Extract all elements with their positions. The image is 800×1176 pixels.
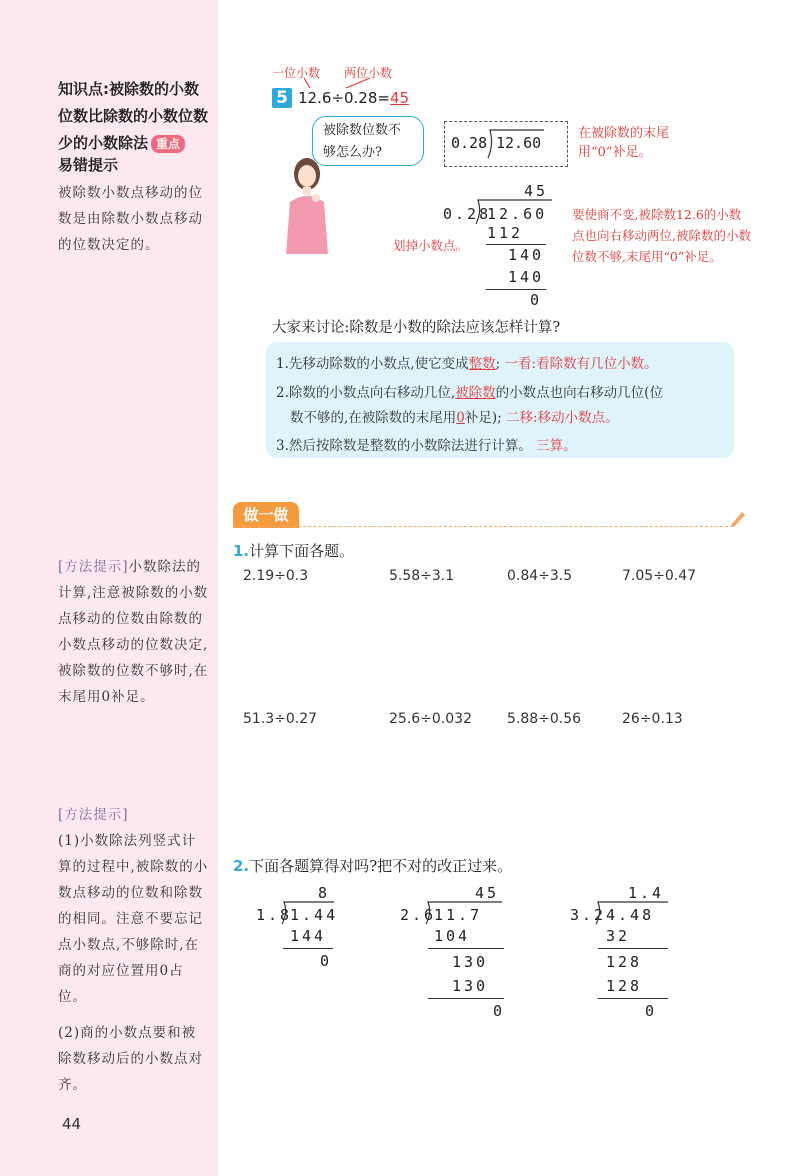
example-number-badge: 5 <box>272 88 292 108</box>
q2c-line-1 <box>598 948 668 949</box>
method-tag-1: [方法提示] <box>58 559 129 575</box>
q2b-row-4: 0 <box>493 1002 506 1020</box>
example-row-4: 0 <box>530 291 543 309</box>
q2b-quotient: 45 <box>475 884 500 902</box>
method-tag-2: [方法提示] <box>58 807 129 823</box>
q2c-quotient: 1.4 <box>628 884 665 902</box>
step-3: 3.然后按除数是整数的小数除法进行计算。 三算。 <box>276 438 577 454</box>
discussion-title: 大家来讨论:除数是小数的除法应该怎样计算? <box>272 320 561 336</box>
q2b-row-1: 104 <box>434 927 471 945</box>
q2a-row-1: 144 <box>290 927 327 945</box>
q2c-divisor: 3.2 <box>570 906 607 924</box>
step-1-note: 一看:看除数有几位小数。 <box>504 356 658 372</box>
practice-divider <box>233 526 733 527</box>
error-tip-title: 易错提示 <box>58 156 119 174</box>
example-row-3: 140 <box>508 268 545 286</box>
q2c-row-3: 128 <box>606 977 643 995</box>
q2b-divisor: 2.6 <box>400 906 437 924</box>
pencil-icon <box>728 508 746 528</box>
problem-3: 0.84÷3.5 <box>507 568 573 584</box>
problem-5: 51.3÷0.27 <box>243 711 318 727</box>
example-note-left: 划掉小数点。 <box>393 238 469 253</box>
problem-6: 25.6÷0.032 <box>389 711 472 727</box>
problem-1: 2.19÷0.3 <box>243 568 309 584</box>
q2c-row-4: 0 <box>645 1002 658 1020</box>
annotation-two-decimal: 两位小数 <box>344 66 393 80</box>
q2b-line-2 <box>428 998 504 999</box>
q2c-row-1: 32 <box>606 927 631 945</box>
step-3-note: 三算。 <box>536 438 577 454</box>
box-dividend: 12.60 <box>496 134 542 152</box>
question-2-title: 2.下面各题算得对吗?把不对的改正过来。 <box>233 857 513 875</box>
key-badge: 重点 <box>151 135 185 153</box>
q2b-row-2: 130 <box>452 953 489 971</box>
q2a-divisor: 1.8 <box>256 906 293 924</box>
box-note: 在被除数的末尾用“0”补足。 <box>578 126 670 160</box>
q2a-quotient: 8 <box>318 884 331 902</box>
problem-7: 5.88÷0.56 <box>507 711 582 727</box>
example-row-2: 140 <box>508 246 545 264</box>
q2c-line-2 <box>598 998 668 999</box>
q2b-dividend: 11.7 <box>434 906 483 924</box>
step-2-cont: 数不够的,在被除数的末尾用0补足); 二移:移动小数点。 <box>290 410 619 426</box>
example-quotient: 45 <box>524 182 549 200</box>
knowledge-point-title: 知识点:被除数的小数位数比除数的小数位数少的小数除法 重点 <box>58 80 209 152</box>
method-tip-2-item1: (1)小数除法列竖式计算的过程中,被除数的小数点移动的位数和除数的相同。注意不要忘记点小数点,不够除时,在商的对应位置用0占位。 <box>58 833 209 1005</box>
example-line-2 <box>486 289 546 290</box>
example-divisor: 0.28 <box>443 205 492 223</box>
girl-illustration <box>282 156 332 254</box>
step-1: 1.先移动除数的小数点,使它变成整数; 一看:看除数有几位小数。 <box>276 356 658 372</box>
q2a-row-2: 0 <box>320 952 333 970</box>
method-tip-2-item2: (2)商的小数点要和被除数移动后的小数点对齐。 <box>58 1025 203 1093</box>
page-number: 44 <box>62 1115 82 1133</box>
method-tip-1: [方法提示]小数除法的计算,注意被除数的小数点移动的位数由除数的小数点移动的位数决定,被除数的位数不够时,在末尾用0补足。 <box>58 559 209 705</box>
q2c-dividend: 4.48 <box>606 906 655 924</box>
problem-8: 26÷0.13 <box>622 711 683 727</box>
example-dividend: 12.60 <box>487 205 548 223</box>
problem-4: 7.05÷0.47 <box>622 568 697 584</box>
problem-2: 5.58÷3.1 <box>389 568 455 584</box>
practice-tab: 做一做 <box>233 502 299 528</box>
example-note-right: 要使商不变,被除数12.6的小数点也向右移动两位,被除数的小数位数不够,末尾用“0”补足。 <box>572 207 751 264</box>
example-row-1: 112 <box>487 224 524 242</box>
question-1-title: 1.计算下面各题。 <box>233 542 355 560</box>
q2b-line-1 <box>428 948 504 949</box>
q2b-row-3: 130 <box>452 977 489 995</box>
question-bubble: 被除数位数不够怎么办? <box>312 116 424 166</box>
q2a-dividend: 1.44 <box>290 906 339 924</box>
example-line-1 <box>486 244 546 245</box>
step-2-note: 二移:移动小数点。 <box>506 410 619 426</box>
q2c-row-2: 128 <box>606 953 643 971</box>
box-divisor: 0.28 <box>451 134 488 152</box>
q2a-line <box>283 948 333 949</box>
annotation-one-decimal: 一位小数 <box>272 66 321 80</box>
example-answer: 45 <box>389 89 410 107</box>
example-equation: 12.6÷0.28=45 <box>298 89 410 107</box>
step-2: 2.除数的小数点向右移动几位,被除数的小数点也向右移动几位(位 <box>276 385 663 401</box>
error-tip-text: 被除数小数点移动的位数是由除数小数点移动的位数决定的。 <box>58 185 203 253</box>
